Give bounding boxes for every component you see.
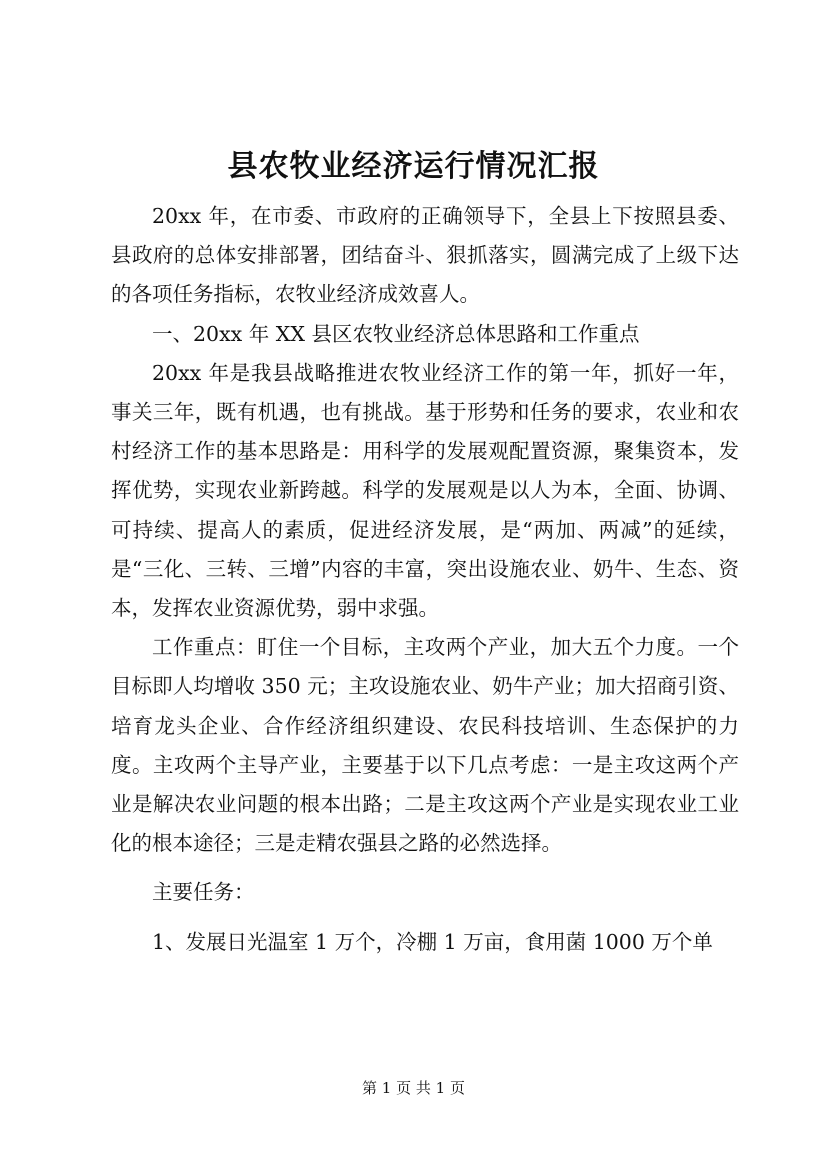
document-body (111, 197, 739, 962)
paragraph-approach: 20xx 年是我县战略推进农牧业经济工作的第一年，抓好一年，事关三年，既有机遇，也有挑战。基于形势和任务的要求，农业和农村经济工作的基本思路是：用科学的发展观配置资源，聚集资本，发挥优势，实现农业新跨越。科学的发展观是以人为本，全面、协调、可持续、提高人的素质，促进经济发展，是“两加、两减”的延续，是“三化、三转、三增”内容的丰富，突出设施农业、奶牛、生态、资本，发挥农业资源优势，弱中求强。 (111, 360, 739, 621)
section-heading: 一、20xx 年 XX 县区农牧业经济总体思路和工作重点 (152, 321, 640, 346)
paragraph-focus: 工作重点：盯住一个目标，主攻两个产业，加大五个力度。一个目标即人均增收 350 元；主攻设施农业、奶牛产业；加大招商引资、培育龙头企业、合作经济组织建设、农民科技培训、生态保护的力度。主攻两个主导产业，主要基于以下几点考虑：一是主攻这两个产业是解决农业问题的根本出路；二是主攻这两个产业是实现农业工业化的根本途径；三是走精农强县之路的必然选择。 (111, 635, 739, 856)
subheading-tasks: 主要任务： (152, 880, 255, 905)
paragraph-intro: 20xx 年，在市委、市政府的正确领导下，全县上下按照县委、县政府的总体安排部署，团结奋斗、狠抓落实，圆满完成了上级下达的各项任务指标，农牧业经济成效喜人。 (111, 204, 739, 307)
page-footer: 第 1 页 共 1 页 (362, 1079, 465, 1097)
paragraph-task-1: 1、发展日光温室 1 万个，冷棚 1 万亩，食用菌 1000 万个单 (152, 929, 713, 954)
document-title: 县农牧业经济运行情况汇报 (227, 149, 600, 184)
